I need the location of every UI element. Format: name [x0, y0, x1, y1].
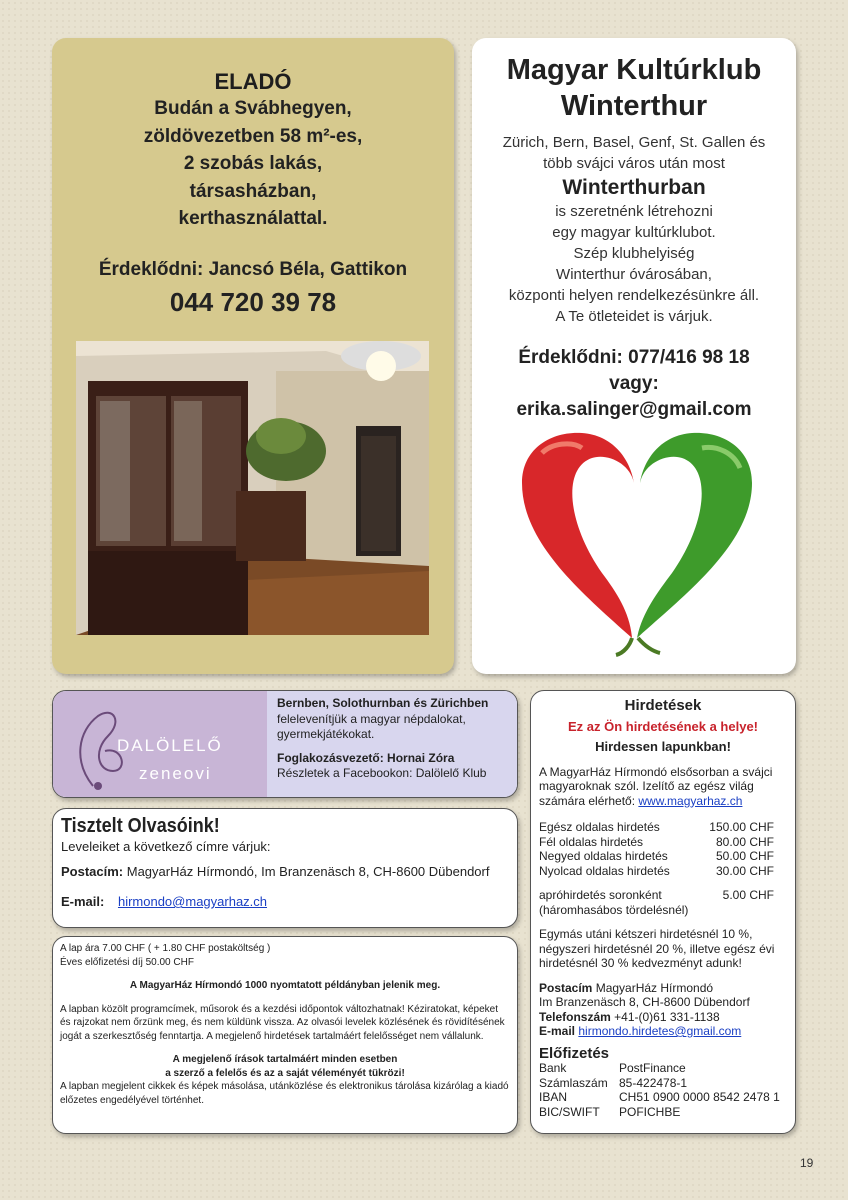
for-sale-ad — [52, 38, 454, 674]
ads-intro — [539, 765, 787, 809]
for-sale-line: társasházban, — [189, 180, 317, 202]
classified-price — [539, 888, 787, 917]
culture-club-ad — [472, 38, 796, 674]
zeneovi-logo-panel — [53, 691, 267, 797]
readers-line: Leveleiket a következő címre várjuk: — [61, 839, 271, 854]
responsibility-line: A megjelenő írások tartalmáért minden esetben — [172, 1054, 398, 1065]
phone-number: +41-(0)61 331-1138 — [610, 1009, 720, 1024]
bank-row — [539, 1090, 787, 1105]
copyright-text: A lapban megjelent cikkek és képek másolása, utánközlése és elektronikus tárolása kizárólag a kiadó előzetes engedélyével történhet. — [60, 1081, 509, 1106]
bank-value: PostFinance — [619, 1061, 686, 1075]
club-title-city: Winterthur — [560, 90, 708, 122]
website-link[interactable]: www.magyarhaz.ch — [638, 793, 743, 808]
bank-label: Számlaszám — [539, 1075, 608, 1090]
price-row — [539, 835, 787, 850]
club-body-line: egy magyar kultúrklubot. — [552, 224, 716, 241]
ads-intro-text: A MagyarHáz Hírmondó elsősorban a svájci magyaroknak szól. Izelítő az egész világ számára elérhető: — [539, 764, 773, 808]
price-label: Nyolcad oldalas hirdetés — [539, 863, 670, 878]
phone-label: Telefonszám — [539, 1009, 611, 1024]
club-intro-line: Zürich, Bern, Basel, Genf, St. Gallen és — [502, 134, 766, 151]
postal-label: Postacím: — [61, 864, 124, 879]
responsibility-line: a szerző a felelős és az a saját véleményét tükrözi! — [165, 1067, 405, 1079]
bank-label: IBAN — [539, 1090, 568, 1104]
price-value: 50.00 CHF — [715, 849, 774, 863]
club-intro — [472, 132, 796, 174]
apartment-photo — [76, 341, 429, 635]
pepper-heart-image — [512, 423, 762, 658]
for-sale-line: Budán a Svábhegyen, — [154, 98, 352, 119]
bank-value: POFICHBE — [619, 1104, 681, 1119]
club-body — [472, 201, 796, 327]
email-label: E-mail: — [61, 894, 105, 909]
club-email[interactable]: erika.salinger@gmail.com — [516, 399, 752, 420]
price-row — [539, 864, 787, 879]
ads-subtitle: Hirdessen lapunkban! — [595, 739, 731, 754]
club-intro-line: több svájci város után most — [543, 155, 725, 172]
zeneovi-details: Részletek a Facebookon: Dalölelő Klub — [277, 766, 487, 780]
club-body-line: központi helyen rendelkezésünkre áll. — [508, 287, 760, 304]
zeneovi-line: Bernben, Solothurnban és Zürichben — [277, 696, 489, 710]
zeneovi-ad — [52, 690, 518, 798]
club-city: Winterthurban — [562, 176, 706, 199]
discount-text: Egymás utáni kétszeri hirdetésnél 10 %, négyszeri hirdetésnél 20 %, illetve egész évi hirdetésnél 30 % kedvezményt adunk! — [539, 927, 775, 970]
price-row — [539, 888, 787, 903]
ads-postal — [539, 981, 787, 996]
readers-postal — [61, 863, 509, 880]
zeneovi-name: DALÖLELŐ — [117, 736, 223, 755]
price-line: A lap ára 7.00 CHF ( + 1.80 CHF postaköltség ) — [60, 943, 271, 954]
club-body-line: Winterthur óvárosában, — [556, 266, 712, 283]
postal-label: Postacím — [539, 980, 593, 995]
price-row — [539, 849, 787, 864]
club-title: Magyar Kultúrklub — [506, 54, 762, 86]
readers-email — [61, 893, 509, 910]
club-contact — [472, 345, 796, 423]
club-body-line: is szeretnénk létrehozni — [555, 203, 713, 220]
readers-email-link[interactable]: hirmondo@magyarhaz.ch — [117, 894, 268, 909]
price-label: Fél oldalas hirdetés — [539, 834, 644, 849]
ads-email-link[interactable]: hirmondo.hirdetes@gmail.com — [578, 1024, 742, 1038]
readers-title: Tisztelt Olvasóink! — [61, 815, 220, 837]
for-sale-phone: 044 720 39 78 — [169, 286, 337, 317]
club-or: vagy: — [609, 373, 659, 394]
for-sale-line: zöldövezetben 58 m²-es, — [143, 125, 363, 147]
price-value: 30.00 CHF — [715, 863, 774, 878]
club-body-line: A Te ötleteidet is várjuk. — [555, 308, 713, 325]
postal-name: MagyarHáz Hírmondó — [592, 980, 714, 995]
for-sale-title: ELADÓ — [214, 69, 292, 94]
bank-value: CH51 0900 0000 8542 2478 1 — [619, 1090, 780, 1104]
for-sale-description — [52, 95, 454, 233]
bank-details — [539, 1061, 787, 1119]
zeneovi-line: felelevenítjük a magyar népdalokat, — [277, 711, 466, 726]
zeneovi-leader: Foglakozásvezető: Hornai Zóra — [277, 750, 455, 765]
subscription-title: Előfizetés — [539, 1044, 610, 1062]
bank-row — [539, 1061, 787, 1076]
bank-label: Bank — [539, 1061, 567, 1075]
ads-phone — [539, 1010, 787, 1025]
bank-row — [539, 1105, 787, 1120]
email-label: E-mail — [539, 1024, 576, 1038]
ads-email — [539, 1024, 787, 1039]
postal-address: MagyarHáz Hírmondó, Im Branzenäsch 8, CH-8600 Dübendorf — [123, 864, 490, 879]
publication-info — [52, 936, 518, 1134]
price-row — [539, 820, 787, 835]
price-value: 150.00 CHF — [709, 820, 774, 834]
club-body-line: Szép klubhelyiség — [573, 245, 695, 262]
price-label: apróhirdetés soronként — [539, 888, 662, 902]
club-phone: Érdeklődni: 077/416 98 18 — [518, 347, 750, 368]
bank-value: 85-422478-1 — [619, 1075, 688, 1090]
classified-note: (háromhasábos tördelésnél) — [539, 902, 689, 917]
price-value: 80.00 CHF — [715, 834, 774, 849]
advertising-info — [530, 690, 796, 1134]
zeneovi-line: gyermekjátékokat. — [277, 727, 375, 741]
readers-notice — [52, 808, 518, 928]
ads-title: Hirdetések — [624, 697, 702, 714]
price-value: 5.00 CHF — [722, 888, 774, 902]
print-run-line: A MagyarHáz Hírmondó 1000 nyomtatott példányban jelenik meg. — [129, 980, 441, 991]
ads-slogan: Ez az Ön hirdetésének a helye! — [567, 718, 759, 734]
subscription-line: Éves előfizetési díj 50.00 CHF — [60, 956, 194, 968]
bank-row — [539, 1076, 787, 1091]
price-label: Egész oldalas hirdetés — [539, 820, 660, 834]
page-number: 19 — [800, 1156, 814, 1170]
price-list — [539, 820, 787, 878]
for-sale-line: 2 szobás lakás, — [183, 153, 323, 174]
zeneovi-text — [267, 691, 518, 797]
for-sale-line: kerthasználattal. — [178, 208, 328, 229]
postal-address: Im Branzenäsch 8, CH-8600 Dübendorf — [539, 995, 750, 1009]
ads-contact — [539, 981, 787, 1039]
for-sale-contact: Érdeklődni: Jancsó Béla, Gattikon — [98, 258, 408, 280]
disclaimer-text: A lapban közölt programcímek, műsorok és a kezdési időpontok változhatnak! Kéziratokat, képeket és rajzokat nem őrzünk meg, és nem küldünk vissza. Az olvasói levelek közlésének és rövidítésének jogát a szerkesztőség fenntartja. A megjelenő hirdetések tartalmáért felelősséget nem vállalunk. — [60, 1003, 505, 1042]
bank-label: BIC/SWIFT — [539, 1104, 600, 1119]
zeneovi-subname: zeneovi — [139, 764, 212, 783]
price-label: Negyed oldalas hirdetés — [539, 849, 668, 863]
